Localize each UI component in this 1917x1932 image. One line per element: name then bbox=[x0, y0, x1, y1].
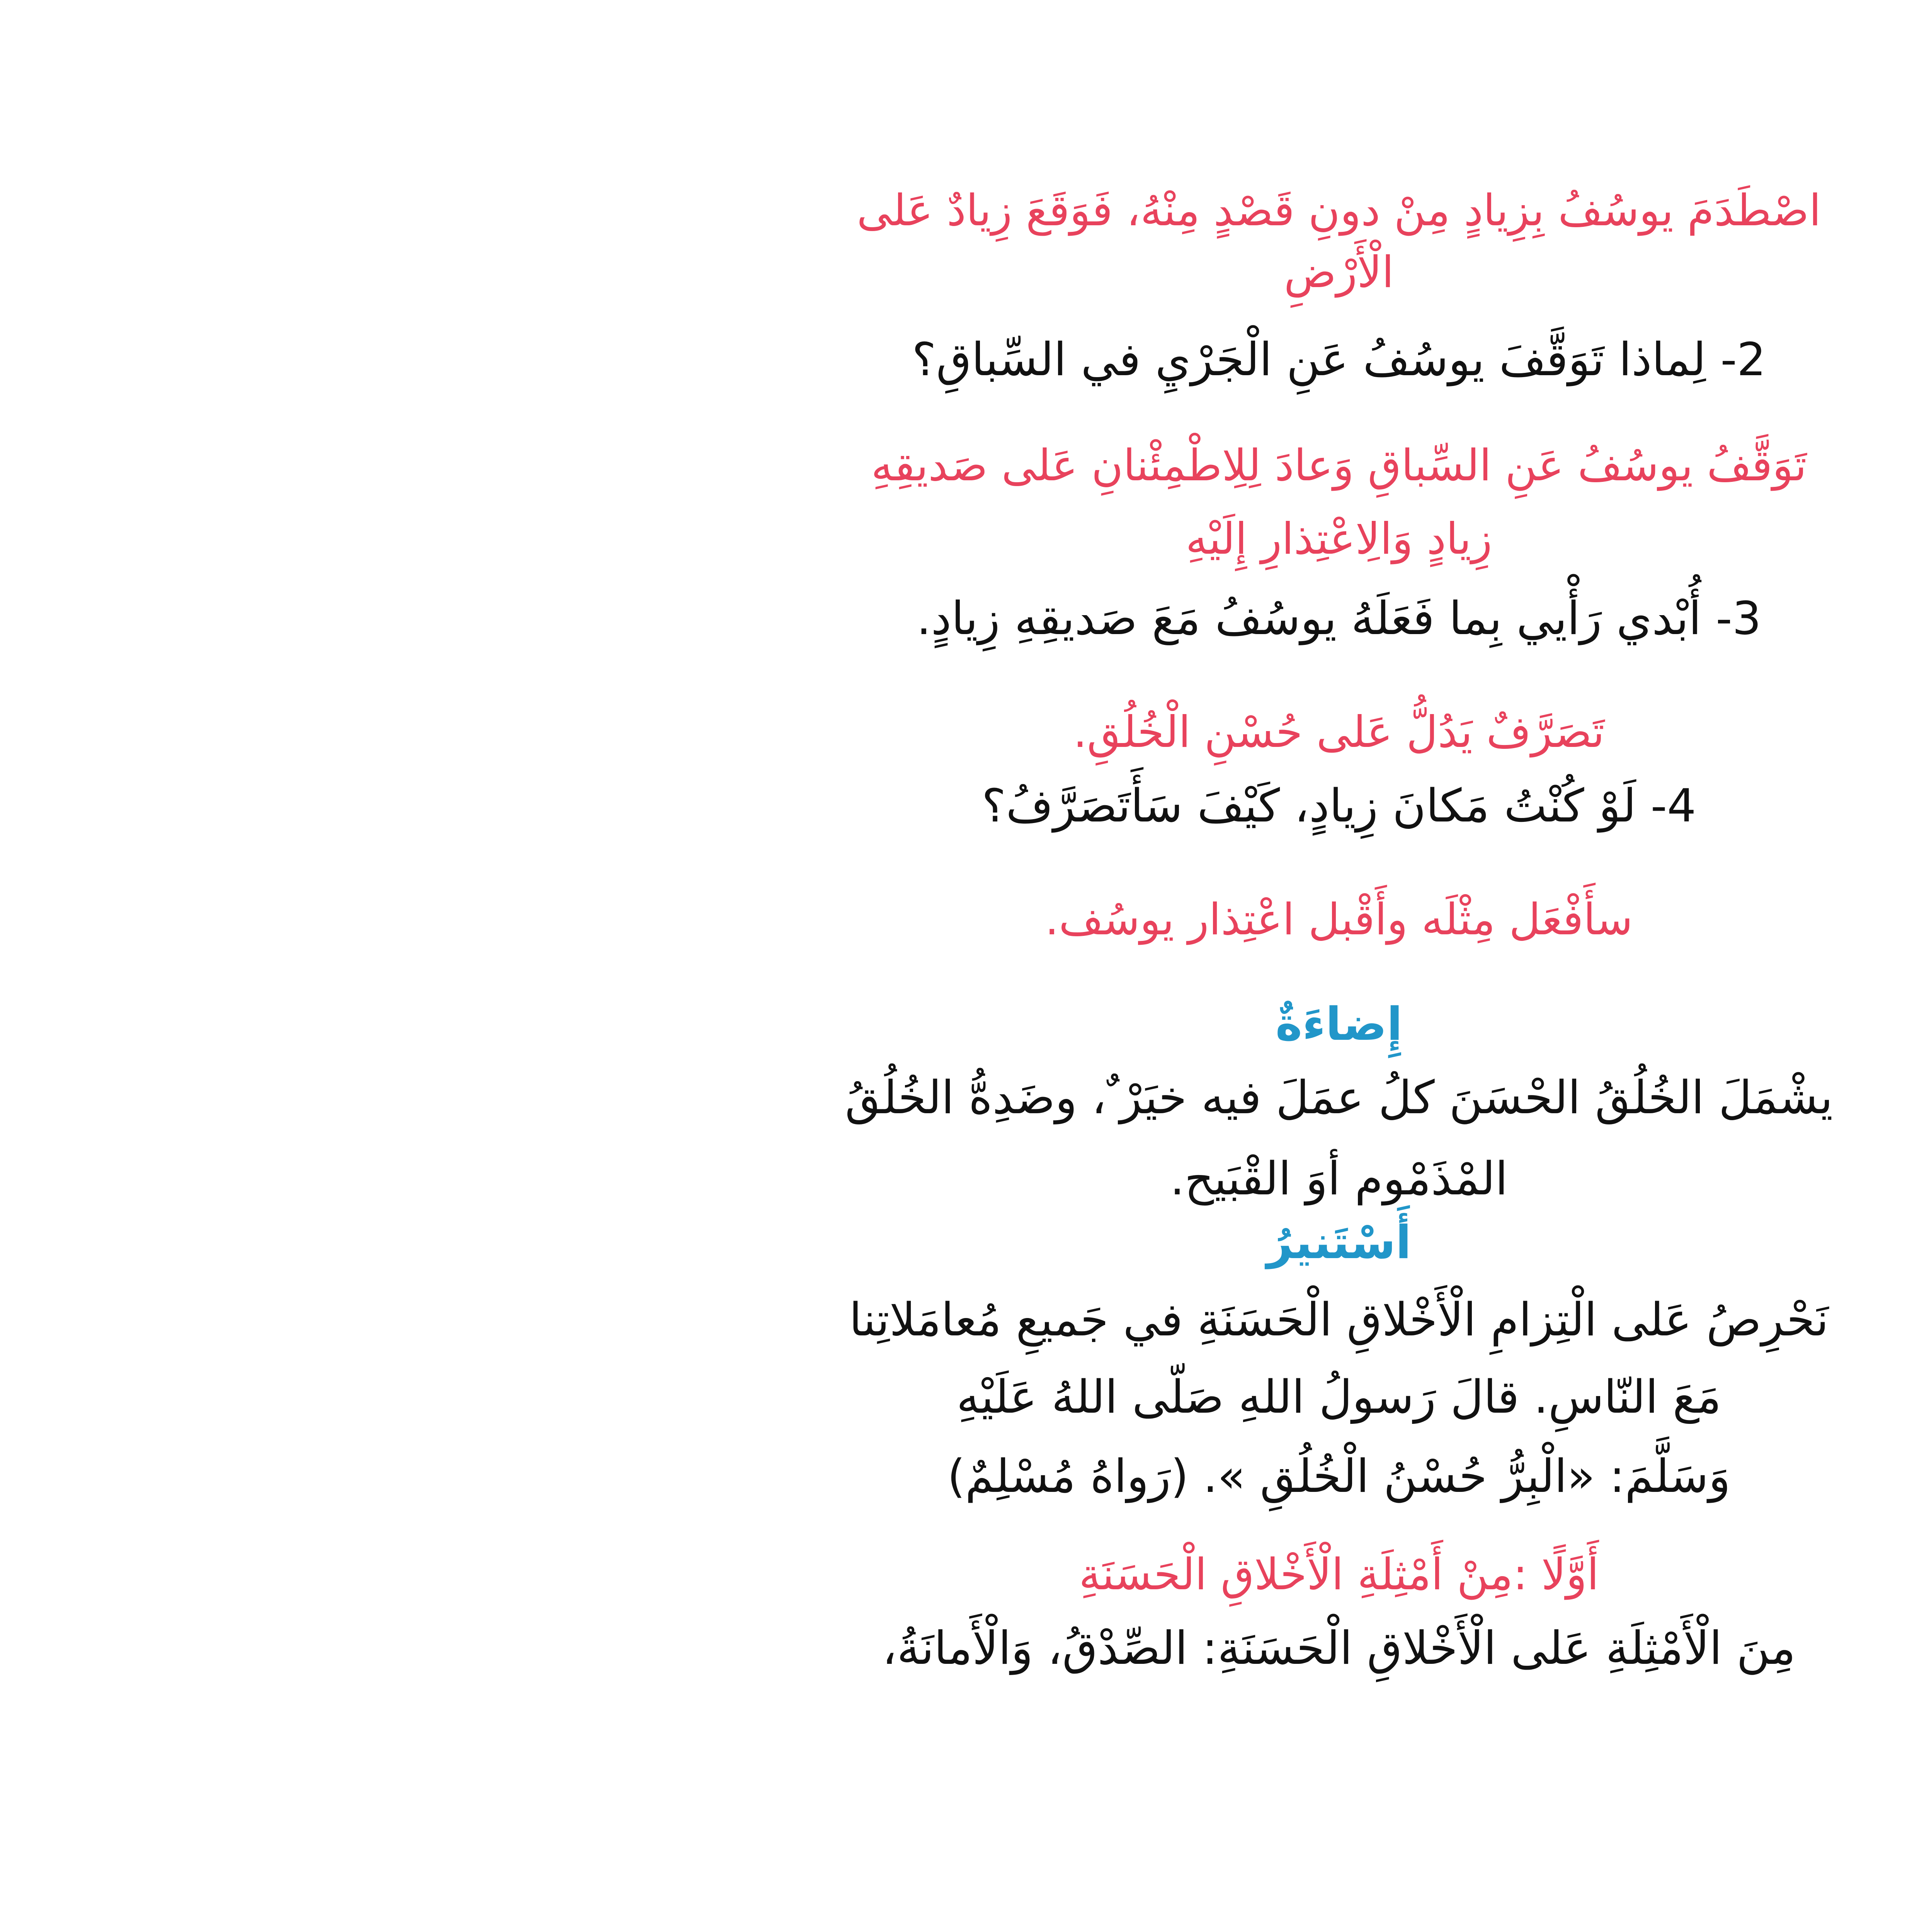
astanir-line-3: وَسَلَّمَ: «الْبِرُّ حُسْنُ الْخُلُقِ ». (رَواهُ مُسْلِمٌ) bbox=[947, 1449, 1731, 1503]
astanir-line-2: مَعَ النّاسِ. قالَ رَسولُ اللهِ صَلّى اللهُ عَلَيْهِ bbox=[956, 1370, 1721, 1423]
answer-2-line-1: تَوَقَّفُ يوسُفُ عَنِ السِّباقِ وَعادَ لِلِاطْمِئْنانِ عَلى صَديقِهِ bbox=[871, 440, 1807, 491]
examples-line-1: مِنَ الْأَمْثِلَةِ عَلى الْأَخْلاقِ الْحَسَنَةِ: الصِّدْقُ، وَالْأَمانَةُ، bbox=[882, 1621, 1796, 1675]
question-3: 3- أُبْدي رَأْيي بِما فَعَلَهُ يوسُفُ مَعَ صَديقِهِ زِيادٍ. bbox=[917, 592, 1761, 645]
idaa-line-1: يشْمَلَ الخُلُقُ الحْسَنَ كلُ عمَلَ فيه خيَرْ ٌ، وضَدِهُّ الخُلُقُ bbox=[845, 1071, 1833, 1124]
question-2: 2- لِماذا تَوَقَّفَ يوسُفُ عَنِ الْجَرْيِ في السِّباقِ؟ bbox=[912, 333, 1766, 386]
answer-4: سأَفْعَل مِثْلَه وأَقْبل اعْتِذار يوسُف. bbox=[1045, 895, 1633, 945]
idaa-line-2: المْذَمْوم أوَ القْبَيح. bbox=[1170, 1152, 1508, 1205]
astanir-line-1: نَحْرِصُ عَلى الْتِزامِ الْأَخْلاقِ الْحَسَنَةِ في جَميعِ مُعامَلاتِنا bbox=[849, 1293, 1829, 1346]
heading-astanir: أَسْتَنيرُ bbox=[1266, 1216, 1412, 1269]
heading-idaa: إِضاءَةٌ bbox=[1275, 997, 1403, 1051]
heading-awwalan: أَوَّلًا :مِنْ أَمْثِلَةِ الْأَخْلاقِ الْحَسَنَةِ bbox=[1079, 1549, 1599, 1600]
answer-3: تَصَرَّفٌ يَدُلُّ عَلى حُسْنِ الْخُلُقِ. bbox=[1073, 707, 1605, 757]
question-4: 4- لَوْ كُنْتُ مَكانَ زِيادٍ، كَيْفَ سَأَتَصَرَّفُ؟ bbox=[981, 779, 1696, 832]
answer-1-line-1: اصْطَدَمَ يوسُفُ بِزِيادٍ مِنْ دونِ قَصْدٍ مِنْهُ، فَوَقَعَ زِيادٌ عَلى bbox=[857, 185, 1821, 236]
answer-2-line-2: زِيادٍ وَالِاعْتِذارِ إِلَيْهِ bbox=[1186, 514, 1492, 564]
answer-1-line-2: الْأَرْضِ bbox=[1284, 247, 1394, 298]
